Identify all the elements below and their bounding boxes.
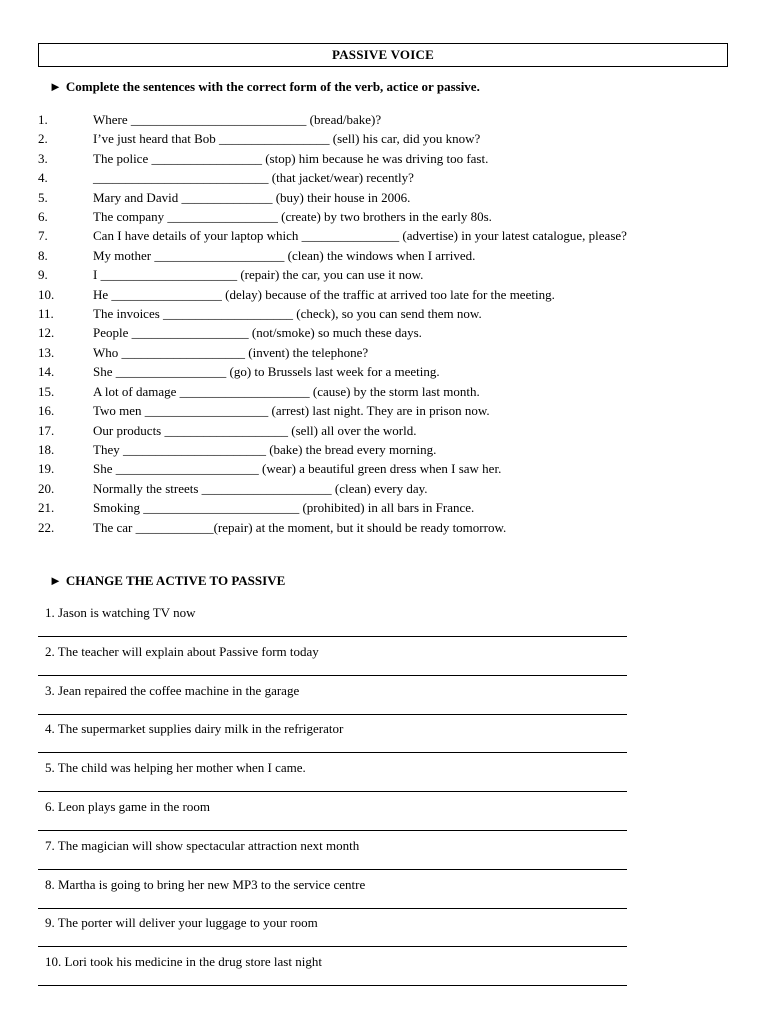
part2-list	[0, 603, 768, 991]
answer-line	[38, 985, 627, 986]
item-number: 6.	[38, 209, 48, 225]
answer-line	[38, 714, 627, 715]
part1-list	[0, 110, 768, 537]
item-number: 2.	[38, 131, 48, 147]
list-item	[0, 207, 768, 226]
list-item	[0, 323, 768, 342]
item-text: Smoking ________________________ (prohibited) in all bars in France.	[93, 500, 475, 516]
list-item	[0, 362, 768, 381]
question-text: 3. Jean repaired the coffee machine in the garage	[45, 682, 300, 698]
item-number: 9.	[38, 267, 48, 283]
list-item	[0, 226, 768, 245]
item-text: I’ve just heard that Bob _________________ (sell) his car, did you know?	[93, 131, 481, 147]
item-number: 18.	[38, 441, 55, 457]
list-item	[0, 518, 768, 537]
list-item	[0, 797, 768, 836]
item-number: 11.	[38, 306, 54, 322]
item-text: The invoices ____________________ (check), so you can send them now.	[93, 306, 482, 322]
item-text: Mary and David ______________ (buy) their house in 2006.	[93, 189, 411, 205]
question-text: 1. Jason is watching TV now	[45, 605, 196, 620]
arrow-bullet-icon: ►	[49, 79, 62, 94]
part2-heading	[49, 573, 285, 589]
list-item	[0, 188, 768, 207]
answer-line	[38, 946, 627, 947]
list-item	[0, 421, 768, 440]
list-item	[0, 603, 768, 642]
list-item	[0, 246, 768, 265]
item-text: My mother ____________________ (clean) the windows when I arrived.	[93, 247, 476, 263]
question-text: 2. The teacher will explain about Passive form today	[45, 643, 319, 659]
item-number: 14.	[38, 364, 55, 380]
item-number: 10.	[38, 286, 55, 302]
list-item	[0, 719, 768, 758]
answer-line	[38, 791, 627, 792]
question-text: 6. Leon plays game in the room	[45, 798, 210, 814]
item-text: The company _________________ (create) by two brothers in the early 80s.	[93, 209, 492, 225]
item-text: Who ___________________ (invent) the telephone?	[93, 344, 369, 360]
question-text: 5. The child was helping her mother when I came.	[45, 760, 306, 776]
item-text: He _________________ (delay) because of the traffic at arrived too late for the meeting.	[93, 286, 555, 302]
list-item	[0, 459, 768, 478]
item-number: 7.	[38, 228, 48, 244]
item-text: The car ____________(repair) at the moment, but it should be ready tomorrow.	[93, 519, 507, 535]
list-item	[0, 285, 768, 304]
item-number: 5.	[38, 189, 48, 205]
list-item	[0, 681, 768, 720]
list-item	[0, 758, 768, 797]
item-text: The police _________________ (stop) him because he was driving too fast.	[93, 150, 489, 166]
item-text: Can I have details of your laptop which _______________ (advertise) in your latest catalogue, please?	[93, 228, 627, 244]
question-text: 8. Martha is going to bring her new MP3 to the service centre	[45, 876, 366, 892]
part1-heading	[49, 79, 480, 95]
item-number: 3.	[38, 150, 48, 166]
answer-line	[38, 869, 627, 870]
question-text: 4. The supermarket supplies dairy milk in the refrigerator	[45, 721, 344, 737]
item-number: 1.	[38, 112, 48, 127]
item-text: Normally the streets ____________________ (clean) every day.	[93, 480, 428, 496]
list-item	[0, 479, 768, 498]
answer-line	[38, 675, 627, 676]
item-number: 16.	[38, 403, 55, 419]
item-text: I _____________________ (repair) the car, you can use it now.	[93, 267, 424, 283]
item-text: People __________________ (not/smoke) so much these days.	[93, 325, 422, 341]
list-item	[0, 836, 768, 875]
question-text: 7. The magician will show spectacular attraction next month	[45, 837, 360, 853]
list-item	[0, 129, 768, 148]
list-item	[0, 149, 768, 168]
list-item	[0, 498, 768, 517]
item-text: Our products ___________________ (sell) all over the world.	[93, 422, 417, 438]
answer-line	[38, 752, 627, 753]
item-number: 4.	[38, 170, 48, 186]
item-number: 13.	[38, 344, 55, 360]
list-item	[0, 952, 768, 991]
item-number: 19.	[38, 461, 55, 477]
answer-line	[38, 908, 627, 909]
list-item	[0, 440, 768, 459]
item-number: 21.	[38, 500, 55, 516]
list-item	[0, 401, 768, 420]
question-text: 9. The porter will deliver your luggage to your room	[45, 915, 318, 931]
answer-line	[38, 636, 627, 637]
item-number: 20.	[38, 480, 55, 496]
item-number: 17.	[38, 422, 55, 438]
item-number: 15.	[38, 383, 55, 399]
list-item	[0, 343, 768, 362]
list-item	[0, 265, 768, 284]
list-item	[0, 304, 768, 323]
item-number: 8.	[38, 247, 48, 263]
list-item	[0, 913, 768, 952]
list-item	[0, 875, 768, 914]
item-text: Two men ___________________ (arrest) last night. They are in prison now.	[93, 403, 490, 419]
item-text: A lot of damage ____________________ (cause) by the storm last month.	[93, 383, 480, 399]
item-text: They ______________________ (bake) the bread every morning.	[93, 441, 437, 457]
part2-heading-text: CHANGE THE ACTIVE TO PASSIVE	[65, 573, 286, 588]
part1-heading-text: Complete the sentences with the correct form of the verb, actice or passive.	[65, 79, 480, 94]
item-text: ___________________________ (that jacket/wear) recently?	[93, 170, 414, 186]
item-number: 12.	[38, 325, 55, 341]
arrow-bullet-icon: ►	[49, 573, 62, 588]
question-text: 10. Lori took his medicine in the drug store last night	[45, 954, 322, 970]
list-item	[0, 110, 768, 129]
list-item	[0, 382, 768, 401]
answer-line	[38, 830, 627, 831]
item-text: She ______________________ (wear) a beautiful green dress when I saw her.	[93, 461, 502, 477]
item-text: She _________________ (go) to Brussels last week for a meeting.	[93, 364, 440, 380]
list-item	[0, 168, 768, 187]
item-number: 22.	[38, 519, 55, 535]
list-item	[0, 642, 768, 681]
page-title: PASSIVE VOICE	[38, 43, 728, 67]
item-text: Where ___________________________ (bread/bake)?	[93, 112, 382, 127]
